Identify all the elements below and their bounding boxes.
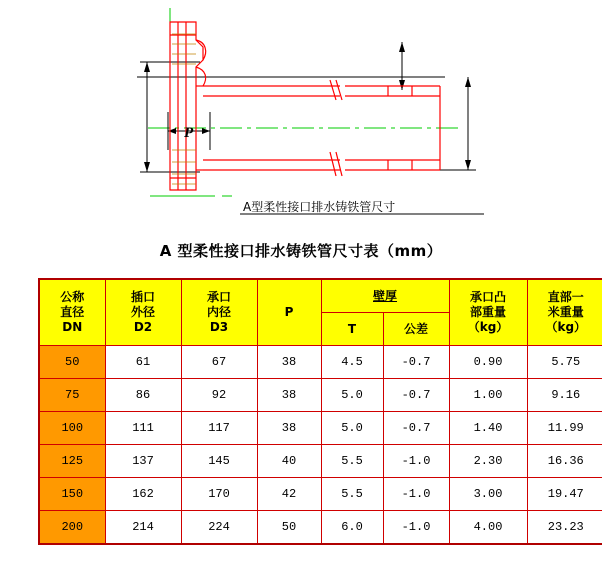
cell-tolerance: -0.7 (383, 412, 449, 445)
cell-d2: 111 (105, 412, 181, 445)
cell-tolerance: -1.0 (383, 445, 449, 478)
cell-dn: 50 (39, 346, 105, 379)
header-meter-weight-line2: 米重量 (547, 305, 584, 319)
header-wall-thickness (321, 279, 449, 313)
cell-d3: 170 (181, 478, 257, 511)
header-dn-line1: 公称 (60, 290, 85, 304)
cell-tolerance: -0.7 (383, 346, 449, 379)
cell-d3: 224 (181, 511, 257, 545)
drawing-caption: A型柔性接口排水铸铁管尺寸 (243, 200, 396, 214)
p-dimension-label: P (184, 125, 194, 141)
cell-t: 5.5 (321, 445, 383, 478)
dimension-lines (137, 42, 476, 172)
cell-d2: 86 (105, 379, 181, 412)
cell-socket-weight: 2.30 (449, 445, 527, 478)
cell-socket-weight: 1.00 (449, 379, 527, 412)
header-meter-weight-line1: 直部一 (547, 290, 584, 304)
cell-p: 38 (257, 346, 321, 379)
header-d2-line1: 插口 (130, 290, 155, 304)
header-meter-weight-line3: （kg） (545, 320, 587, 334)
cell-t: 5.0 (321, 412, 383, 445)
table-title: A 型柔性接口排水铸铁管尺寸表（mm） (159, 242, 443, 260)
cell-p: 42 (257, 478, 321, 511)
cell-socket-weight: 1.40 (449, 412, 527, 445)
header-d3 (181, 279, 257, 346)
table-header-row-1 (39, 279, 602, 313)
header-dn-line2: 直径 (60, 305, 85, 319)
technical-drawing (0, 0, 602, 232)
flange-hatching (172, 34, 196, 184)
header-tolerance: 公差 (383, 313, 449, 346)
cell-p: 38 (257, 412, 321, 445)
cell-p: 38 (257, 379, 321, 412)
cell-tolerance: -1.0 (383, 478, 449, 511)
header-dn (39, 279, 105, 346)
pipe-outline (170, 22, 440, 190)
cell-p: 50 (257, 511, 321, 545)
header-p: P (257, 279, 321, 346)
cell-dn: 150 (39, 478, 105, 511)
table-row (39, 412, 602, 445)
table-row (39, 346, 602, 379)
cell-meter-weight: 9.16 (527, 379, 602, 412)
cell-d2: 61 (105, 346, 181, 379)
cell-d3: 145 (181, 445, 257, 478)
cell-d2: 162 (105, 478, 181, 511)
table-row (39, 445, 602, 478)
center-lines (148, 8, 460, 196)
header-dn-line3: DN (62, 320, 83, 334)
cell-t: 5.5 (321, 478, 383, 511)
cell-socket-weight: 0.90 (449, 346, 527, 379)
cell-d3: 117 (181, 412, 257, 445)
cell-meter-weight: 11.99 (527, 412, 602, 445)
cell-tolerance: -0.7 (383, 379, 449, 412)
table-head (39, 279, 602, 346)
dimensions-table (38, 278, 602, 545)
cell-socket-weight: 4.00 (449, 511, 527, 545)
cell-d2: 214 (105, 511, 181, 545)
dimensions-table-wrapper (38, 278, 587, 545)
cell-dn: 125 (39, 445, 105, 478)
header-d2-line2: 外径 (130, 305, 155, 319)
cell-meter-weight: 16.36 (527, 445, 602, 478)
header-socket-weight-line1: 承口凸 (470, 290, 507, 304)
table-row (39, 511, 602, 545)
cell-meter-weight: 23.23 (527, 511, 602, 545)
cell-d3: 92 (181, 379, 257, 412)
cell-t: 4.5 (321, 346, 383, 379)
header-d2 (105, 279, 181, 346)
table-row (39, 379, 602, 412)
header-d2-line3: D2 (133, 320, 153, 334)
cell-d2: 137 (105, 445, 181, 478)
cell-socket-weight: 3.00 (449, 478, 527, 511)
table-body (39, 346, 602, 545)
header-d3-line1: 承口 (206, 290, 231, 304)
header-socket-weight (449, 279, 527, 346)
cell-dn: 200 (39, 511, 105, 545)
header-meter-weight (527, 279, 602, 346)
cell-d3: 67 (181, 346, 257, 379)
header-d3-line2: 内径 (206, 305, 231, 319)
header-wall-thickness-text: 壁厚 (373, 288, 398, 303)
header-d3-line3: D3 (209, 320, 229, 334)
header-t: T (321, 313, 383, 346)
header-socket-weight-line3: （kg） (467, 320, 509, 334)
cell-meter-weight: 19.47 (527, 478, 602, 511)
cell-t: 6.0 (321, 511, 383, 545)
cell-dn: 75 (39, 379, 105, 412)
cell-tolerance: -1.0 (383, 511, 449, 545)
cell-p: 40 (257, 445, 321, 478)
header-socket-weight-line2: 部重量 (470, 305, 507, 319)
cell-t: 5.0 (321, 379, 383, 412)
cell-dn: 100 (39, 412, 105, 445)
cell-meter-weight: 5.75 (527, 346, 602, 379)
table-row (39, 478, 602, 511)
